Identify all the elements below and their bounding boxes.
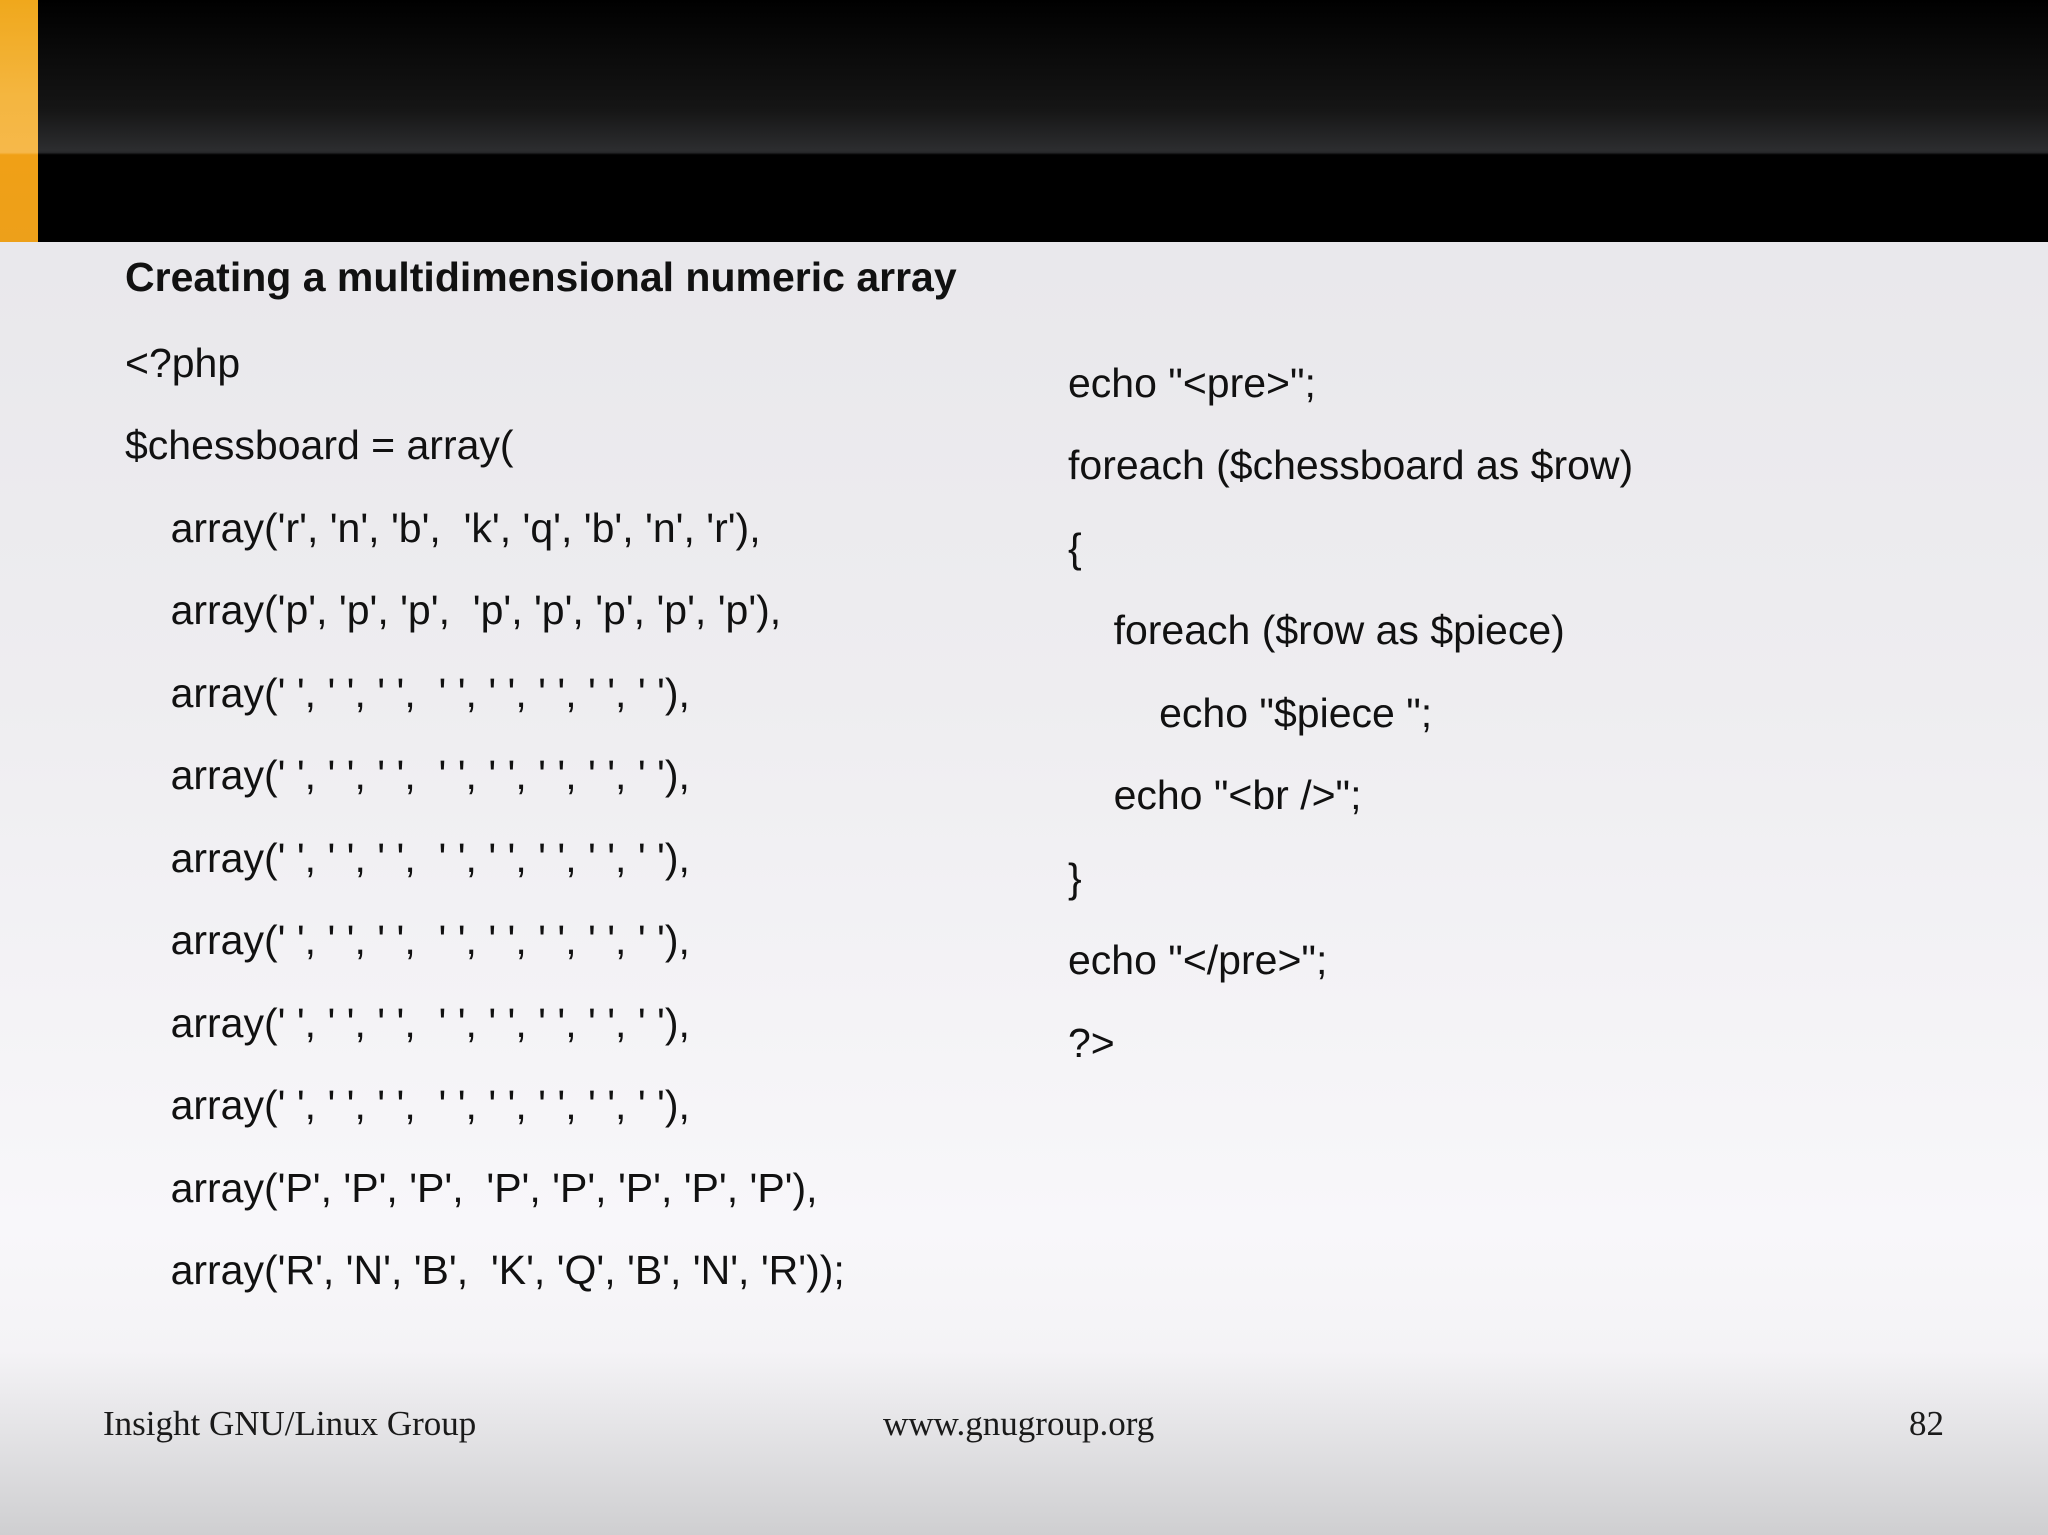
code-line: array(' ', ' ', ' ', ' ', ' ', ' ', ' ', ' '), <box>125 752 690 798</box>
code-line: array('r', 'n', 'b', 'k', 'q', 'b', 'n', 'r'), <box>125 505 761 551</box>
code-line: echo "$piece "; <box>1068 690 1433 736</box>
code-line: { <box>1068 525 1082 571</box>
accent-stripe <box>0 0 38 242</box>
code-line: array(' ', ' ', ' ', ' ', ' ', ' ', ' ', ' '), <box>125 835 690 881</box>
code-line: <?php <box>125 340 241 386</box>
code-line: ?> <box>1068 1020 1115 1066</box>
code-line: foreach ($row as $piece) <box>1068 607 1565 653</box>
footer-page-number: 82 <box>1909 1404 1944 1443</box>
code-line: echo "<pre>"; <box>1068 360 1316 406</box>
code-line: array(' ', ' ', ' ', ' ', ' ', ' ', ' ', ' '), <box>125 1082 690 1128</box>
footer-website: www.gnugroup.org <box>883 1404 1155 1443</box>
code-line: array(' ', ' ', ' ', ' ', ' ', ' ', ' ', ' '), <box>125 917 690 963</box>
code-line: } <box>1068 855 1082 901</box>
code-line: array('P', 'P', 'P', 'P', 'P', 'P', 'P', 'P'), <box>125 1165 818 1211</box>
code-line: foreach ($chessboard as $row) <box>1068 442 1634 488</box>
code-line: array('p', 'p', 'p', 'p', 'p', 'p', 'p', 'p'), <box>125 587 782 633</box>
header-bar <box>0 0 2048 242</box>
code-line: echo "<br />"; <box>1068 772 1362 818</box>
code-line: $chessboard = array( <box>125 422 514 468</box>
slide-title: Creating a multidimensional numeric array <box>125 254 957 300</box>
code-line: array('R', 'N', 'B', 'K', 'Q', 'B', 'N', 'R')); <box>125 1247 845 1293</box>
code-line: array(' ', ' ', ' ', ' ', ' ', ' ', ' ', ' '), <box>125 670 690 716</box>
code-line: echo "</pre>"; <box>1068 937 1328 983</box>
code-line: array(' ', ' ', ' ', ' ', ' ', ' ', ' ', ' '), <box>125 1000 690 1046</box>
footer-organization: Insight GNU/Linux Group <box>103 1404 477 1443</box>
